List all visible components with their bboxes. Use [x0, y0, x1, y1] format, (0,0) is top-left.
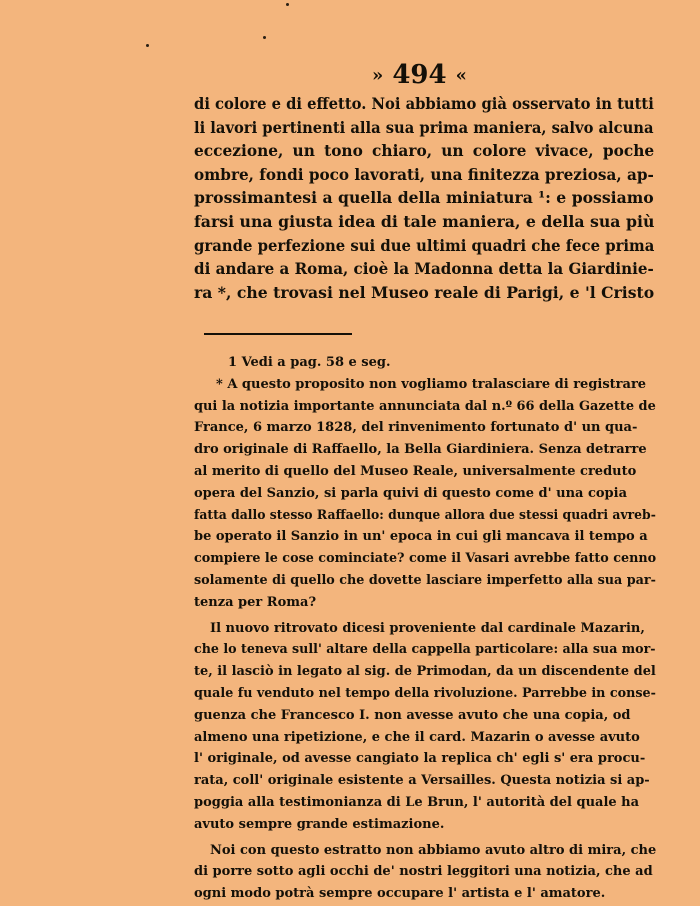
ink-speck [286, 3, 289, 6]
ornament-left: » [372, 65, 384, 86]
text-line: ombre, fondi poco lavorati, una finitezza preziosa, ap- [194, 164, 654, 184]
ink-speck [263, 36, 266, 39]
text-line: eccezione, un tono chiaro, un colore vivace, poche [194, 141, 655, 161]
footnote-line: ogni modo potrà sempre occupare l' artista e l' amatore. [194, 886, 606, 902]
footnote-line: opera del Sanzio, si parla quivi di questo come d' una copia [194, 485, 628, 501]
footnote-line: rata, coll' originale esistente a Versailles. Questa notizia si ap- [194, 773, 650, 789]
text-line: ra *, che trovasi nel Museo reale di Parigi, e 'l Cristo [194, 282, 655, 302]
footnote-line: Noi con questo estratto non abbiamo avuto altro di mira, che [210, 842, 657, 858]
footnote-line: * A questo proposito non vogliamo tralasciare di registrare [216, 376, 647, 392]
footnote-line: 1 Vedi a pag. 58 e seg. [228, 355, 391, 370]
text-line: di andare a Roma, cioè la Madonna detta la Giardinie- [194, 259, 654, 279]
text-line: prossimantesi a quella della miniatura ¹: e possiamo [194, 188, 654, 208]
footnote-line: solamente di quello che dovette lasciare imperfetto alla sua par- [194, 572, 656, 588]
footnote-line: Il nuovo ritrovato dicesi proveniente dal cardinale Mazarin, [210, 620, 645, 636]
page-number: 494 [392, 60, 447, 90]
footnote-line: quale fu venduto nel tempo della rivoluzione. Parrebbe in conse- [194, 685, 656, 701]
text-line: farsi una giusta idea di tale maniera, e della sua più [194, 211, 655, 231]
ornament-right: « [455, 65, 467, 86]
main-text [194, 92, 654, 304]
footnote-line: fatta dallo stesso Raffaello: dunque allora due stessi quadri avreb- [194, 507, 656, 523]
footnote-line: tenza per Roma? [194, 594, 317, 610]
page-header [372, 60, 467, 91]
footnote-separator [204, 333, 352, 335]
text-line: grande perfezione sui due ultimi quadri che fece prima [194, 235, 655, 255]
footnote-line: guenza che Francesco I. non avesse avuto che una copia, od [194, 707, 631, 723]
footnote-line: te, il lasciò in legato al sig. de Primodan, da un discendente del [194, 664, 656, 680]
footnote-line: be operato il Sanzio in un' epoca in cui gli mancava il tempo a [194, 529, 648, 545]
footnote-line: avuto sempre grande estimazione. [194, 816, 445, 832]
footnote-line: compiere le cose cominciate? come il Vasari avrebbe fatto cenno [194, 551, 657, 567]
text-line: li lavori pertinenti alla sua prima maniera, salvo alcuna [194, 117, 654, 137]
footnote-line: qui la notizia importante annunciata dal n.º 66 della Gazette de [194, 398, 656, 414]
footnote-line: dro originale di Raffaello, la Bella Giardiniera. Senza detrarre [194, 442, 647, 458]
ink-speck [146, 44, 149, 47]
footnote-line: France, 6 marzo 1828, del rinvenimento fortunato d' un qua- [194, 420, 638, 436]
footnote-line: almeno una ripetizione, e che il card. Mazarin o avesse avuto [194, 729, 640, 745]
footnote-line: che lo teneva sull' altare della cappella particolare: alla sua mor- [194, 642, 656, 658]
text-line: di colore e di effetto. Noi abbiamo già osservato in tutti [194, 94, 654, 113]
footnote-line: poggia alla testimonianza di Le Brun, l' autorità del quale ha [194, 794, 640, 810]
footnote-line: al merito di quello del Museo Reale, universalmente creduto [194, 463, 637, 479]
footnote-line: di porre sotto agli occhi de' nostri leggitori una notizia, che ad [194, 864, 653, 880]
footnotes [194, 352, 656, 905]
footnote-line: l' originale, od avesse cangiato la replica ch' egli s' era procu- [194, 751, 646, 767]
